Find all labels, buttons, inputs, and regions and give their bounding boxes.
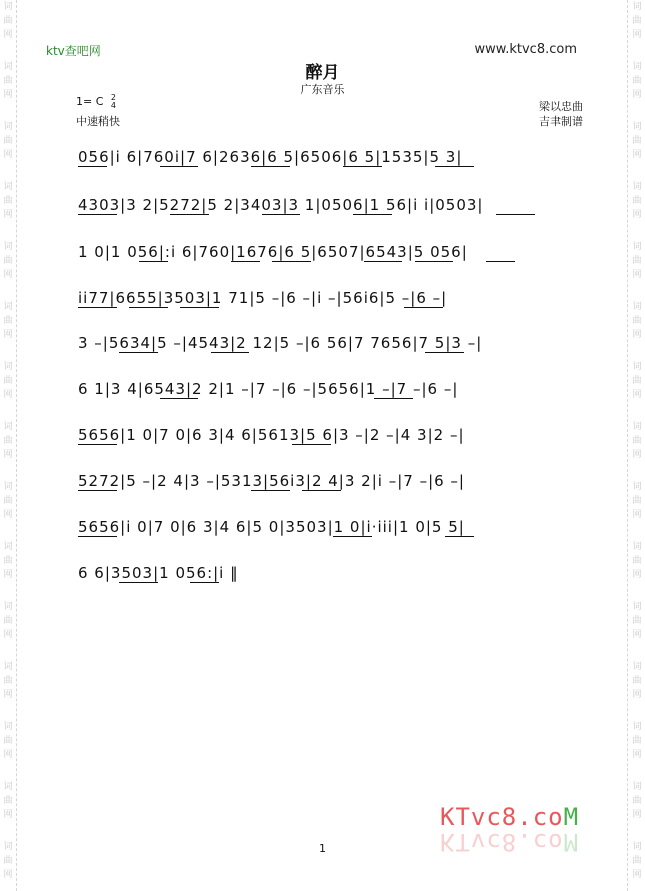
beam-underline bbox=[445, 536, 474, 537]
score-line bbox=[78, 558, 570, 588]
watermark-char: 曲 bbox=[3, 736, 13, 746]
beam-underline bbox=[364, 261, 403, 262]
beam-underline bbox=[374, 398, 413, 399]
beam-underline bbox=[78, 536, 117, 537]
beam-underline bbox=[302, 490, 341, 491]
watermark-char: 网 bbox=[632, 870, 642, 880]
beam-underline bbox=[251, 490, 290, 491]
watermark-char: 曲 bbox=[3, 76, 13, 86]
score-line-text: 056|i 6|760i|7 6|2636|6 5|6506|6 5|1535|5 3| bbox=[78, 148, 463, 166]
watermark-char: 词 bbox=[3, 362, 13, 372]
watermark-char: 网 bbox=[3, 270, 13, 280]
watermark-char: 词 bbox=[632, 362, 642, 372]
watermark-char: 网 bbox=[632, 630, 642, 640]
watermark-char: 曲 bbox=[3, 436, 13, 446]
watermark-char: 曲 bbox=[632, 76, 642, 86]
beam-underline bbox=[78, 307, 117, 308]
beam-underline bbox=[404, 307, 443, 308]
watermark-char: 曲 bbox=[632, 496, 642, 506]
watermark-char: 词 bbox=[3, 242, 13, 252]
logo-reflection-green: M bbox=[563, 828, 580, 856]
watermark-char: 词 bbox=[3, 782, 13, 792]
watermark-char: 词 bbox=[632, 242, 642, 252]
watermark-char: 网 bbox=[632, 510, 642, 520]
watermark-char: 网 bbox=[632, 750, 642, 760]
watermark-char: 网 bbox=[632, 390, 642, 400]
song-title: 醉月 bbox=[305, 63, 340, 83]
watermark-char: 曲 bbox=[3, 256, 13, 266]
score-line bbox=[78, 466, 570, 496]
watermark-char: 词 bbox=[3, 482, 13, 492]
beam-underline bbox=[129, 307, 168, 308]
watermark-char: 词 bbox=[3, 722, 13, 732]
score-line bbox=[78, 374, 570, 404]
watermark-char: 网 bbox=[632, 270, 642, 280]
watermark-char: 曲 bbox=[3, 136, 13, 146]
beam-underline bbox=[170, 214, 209, 215]
watermark-char: 网 bbox=[3, 510, 13, 520]
watermark-char: 词 bbox=[3, 842, 13, 852]
song-subtitle: 广东音乐 bbox=[300, 83, 345, 96]
time-bottom: 4 bbox=[110, 101, 116, 110]
watermark-char: 词 bbox=[632, 422, 642, 432]
watermark-char: 词 bbox=[632, 62, 642, 72]
beam-underline bbox=[292, 444, 331, 445]
watermark-char: 词 bbox=[3, 542, 13, 552]
watermark-char: 词 bbox=[632, 602, 642, 612]
score-line bbox=[78, 512, 570, 542]
watermark-char: 网 bbox=[3, 870, 13, 880]
watermark-char: 词 bbox=[3, 422, 13, 432]
watermark-char: 曲 bbox=[3, 376, 13, 386]
score-line bbox=[78, 283, 570, 313]
page-number: 1 bbox=[319, 842, 326, 855]
watermark-char: 网 bbox=[632, 810, 642, 820]
score-line-text: ii77|6655|3503|1 71|5 –|6 –|i –|56i6|5 –|6 –| bbox=[78, 289, 448, 307]
watermark-char: 词 bbox=[3, 2, 13, 12]
watermark-char: 网 bbox=[3, 630, 13, 640]
watermark-char: 曲 bbox=[632, 616, 642, 626]
watermark-char: 网 bbox=[632, 210, 642, 220]
beam-underline bbox=[139, 261, 168, 262]
watermark-char: 曲 bbox=[3, 676, 13, 686]
watermark-char: 曲 bbox=[632, 136, 642, 146]
watermark-char: 曲 bbox=[632, 316, 642, 326]
watermark-char: 曲 bbox=[632, 16, 642, 26]
beam-underline bbox=[160, 166, 199, 167]
watermark-char: 曲 bbox=[632, 256, 642, 266]
watermark-char: 曲 bbox=[3, 316, 13, 326]
watermark-char: 词 bbox=[3, 62, 13, 72]
beam-underline bbox=[251, 166, 290, 167]
watermark-char: 词 bbox=[632, 662, 642, 672]
beam-underline bbox=[231, 261, 260, 262]
left-margin-line bbox=[16, 0, 17, 891]
watermark-char: 词 bbox=[632, 122, 642, 132]
watermark-char: 词 bbox=[3, 602, 13, 612]
beam-underline bbox=[496, 214, 535, 215]
watermark-char: 网 bbox=[632, 330, 642, 340]
watermark-char: 网 bbox=[3, 210, 13, 220]
beam-underline bbox=[78, 214, 117, 215]
beam-underline bbox=[190, 582, 219, 583]
watermark-char: 词 bbox=[3, 662, 13, 672]
beam-underline bbox=[272, 261, 311, 262]
watermark-char: 曲 bbox=[632, 376, 642, 386]
watermark-char: 曲 bbox=[632, 796, 642, 806]
watermark-char: 曲 bbox=[3, 796, 13, 806]
beam-underline bbox=[333, 536, 372, 537]
watermark-char: 曲 bbox=[3, 556, 13, 566]
key-signature bbox=[76, 94, 116, 110]
watermark-char: 曲 bbox=[632, 856, 642, 866]
watermark-char: 词 bbox=[632, 722, 642, 732]
watermark-char: 词 bbox=[3, 122, 13, 132]
beam-underline bbox=[353, 214, 392, 215]
left-watermark-strip bbox=[0, 0, 16, 891]
watermark-char: 词 bbox=[632, 542, 642, 552]
watermark-char: 曲 bbox=[632, 736, 642, 746]
beam-underline bbox=[180, 307, 219, 308]
right-watermark-strip bbox=[629, 0, 645, 891]
watermark-char: 曲 bbox=[632, 556, 642, 566]
beam-underline bbox=[78, 444, 117, 445]
score-line-text: 5656|i 0|7 0|6 3|4 6|5 0|3503|1 0|i·iii|1 0|5 5| bbox=[78, 518, 465, 536]
score-line bbox=[78, 237, 570, 267]
watermark-char: 网 bbox=[632, 450, 642, 460]
beam-underline bbox=[211, 352, 250, 353]
beam-underline bbox=[119, 352, 158, 353]
beam-underline bbox=[435, 166, 474, 167]
watermark-char: 网 bbox=[3, 750, 13, 760]
ktvc8-logo bbox=[440, 803, 579, 831]
score-line-text: 5272|5 –|2 4|3 –|5313|56i3|2 4|3 2|i –|7 –|6 –| bbox=[78, 472, 465, 490]
score-line-text: 6 6|3503|1 056:|i ‖ bbox=[78, 564, 239, 582]
score-line bbox=[78, 190, 570, 220]
score-line-text: 3 –|5634|5 –|4543|2 12|5 –|6 56|7 7656|7 5|3 –| bbox=[78, 334, 483, 352]
watermark-char: 曲 bbox=[3, 196, 13, 206]
right-margin-line bbox=[627, 0, 628, 891]
watermark-char: 网 bbox=[3, 90, 13, 100]
logo-red-text: KTvc8.co bbox=[440, 803, 564, 831]
time-top: 2 bbox=[110, 93, 116, 102]
watermark-char: 词 bbox=[632, 842, 642, 852]
watermark-char: 网 bbox=[3, 150, 13, 160]
arranger-credit: 吉聿制谱 bbox=[539, 115, 583, 128]
watermark-char: 网 bbox=[3, 30, 13, 40]
watermark-char: 网 bbox=[632, 690, 642, 700]
composer-credit: 梁以忠曲 bbox=[539, 100, 583, 113]
watermark-char: 词 bbox=[632, 182, 642, 192]
beam-underline bbox=[486, 261, 515, 262]
beam-underline bbox=[343, 166, 382, 167]
watermark-char: 网 bbox=[632, 150, 642, 160]
beam-underline bbox=[425, 352, 464, 353]
logo-reflection-red: KTvc8.co bbox=[440, 828, 564, 856]
watermark-char: 曲 bbox=[632, 676, 642, 686]
score-line-text: 4303|3 2|5272|5 2|3403|3 1|0506|1 56|i i|0503| bbox=[78, 196, 484, 214]
watermark-char: 曲 bbox=[3, 856, 13, 866]
watermark-char: 曲 bbox=[3, 496, 13, 506]
beam-underline bbox=[262, 214, 301, 215]
beam-underline bbox=[119, 582, 158, 583]
watermark-char: 网 bbox=[3, 450, 13, 460]
watermark-char: 网 bbox=[632, 570, 642, 580]
beam-underline bbox=[160, 398, 199, 399]
site-url[interactable]: www.ktvc8.com bbox=[474, 42, 577, 57]
score-line-text: 5656|1 0|7 0|6 3|4 6|5613|5 6|3 –|2 –|4 3|2 –| bbox=[78, 426, 465, 444]
watermark-char: 网 bbox=[3, 690, 13, 700]
watermark-char: 网 bbox=[3, 330, 13, 340]
watermark-char: 曲 bbox=[3, 16, 13, 26]
watermark-char: 词 bbox=[3, 182, 13, 192]
logo-green-text: M bbox=[563, 803, 580, 831]
watermark-char: 网 bbox=[3, 810, 13, 820]
site-name[interactable]: ktv查吧网 bbox=[46, 44, 101, 58]
time-signature bbox=[111, 94, 116, 110]
watermark-char: 曲 bbox=[632, 196, 642, 206]
watermark-char: 词 bbox=[632, 302, 642, 312]
score-line-text: 6 1|3 4|6543|2 2|1 –|7 –|6 –|5656|1 –|7 –|6 –| bbox=[78, 380, 459, 398]
beam-underline bbox=[78, 166, 107, 167]
watermark-char: 网 bbox=[632, 90, 642, 100]
watermark-char: 词 bbox=[3, 302, 13, 312]
score-line bbox=[78, 142, 570, 172]
watermark-char: 曲 bbox=[632, 436, 642, 446]
beam-underline bbox=[78, 490, 117, 491]
watermark-char: 词 bbox=[632, 2, 642, 12]
beam-underline bbox=[415, 261, 454, 262]
watermark-char: 词 bbox=[632, 782, 642, 792]
watermark-char: 网 bbox=[3, 390, 13, 400]
watermark-char: 网 bbox=[3, 570, 13, 580]
score-line bbox=[78, 328, 570, 358]
watermark-char: 曲 bbox=[3, 616, 13, 626]
watermark-char: 词 bbox=[632, 482, 642, 492]
tempo-marking: 中速稍快 bbox=[76, 115, 120, 128]
key-label: 1= C bbox=[76, 95, 104, 108]
score-line-text: 1 0|1 056|:i 6|760|1676|6 5|6507|6543|5 056| bbox=[78, 243, 468, 261]
watermark-char: 网 bbox=[632, 30, 642, 40]
score-line bbox=[78, 420, 570, 450]
